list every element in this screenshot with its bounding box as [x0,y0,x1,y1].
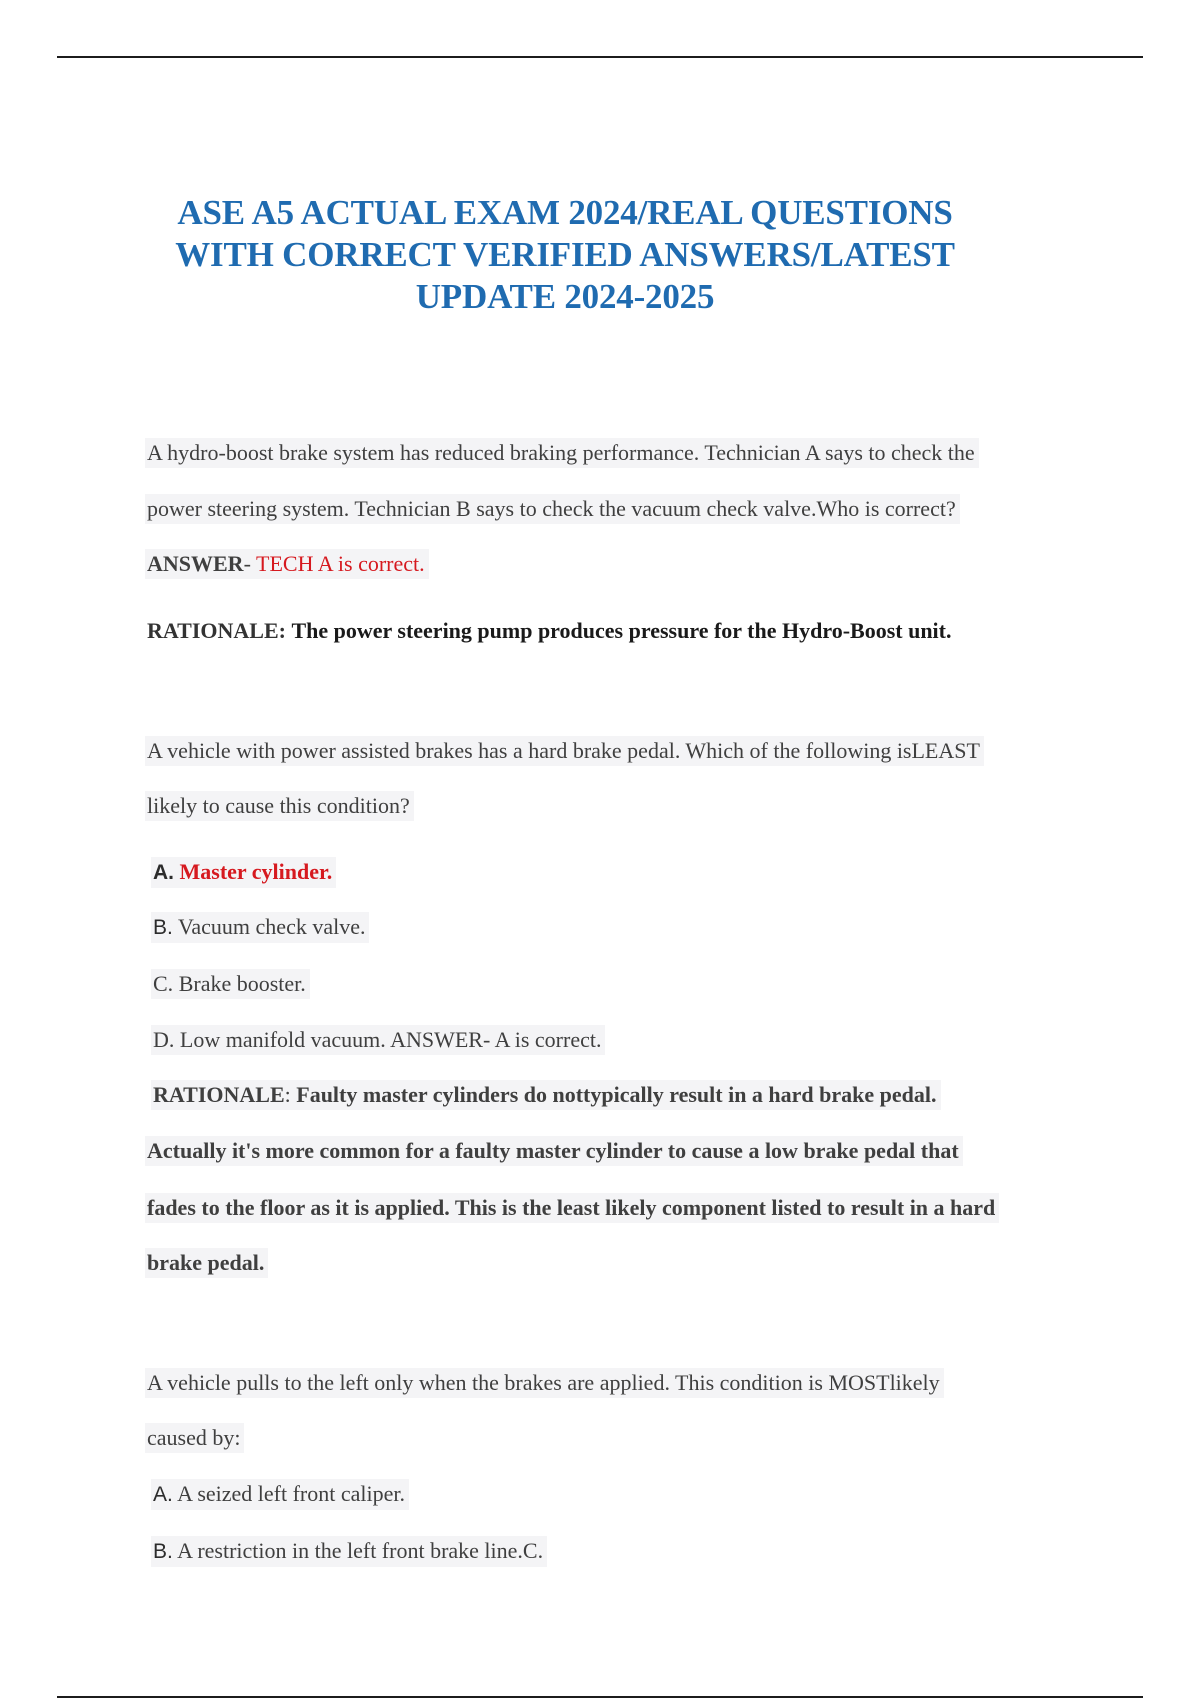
q2-question-line-1: A vehicle with power assisted brakes has a hard brake pedal. Which of the following isLEAST [145,736,984,766]
bottom-rule [57,1696,1143,1698]
q1-question-line-2: power steering system. Technician B says to check the vacuum check valve.Who is correct? [145,494,960,524]
q2-option-c-letter: C. [153,971,174,996]
document-title [150,192,980,318]
q1-rationale-label: RATIONALE: [147,618,286,643]
q3-option-a-text: A seized left front caliper. [177,1481,405,1506]
q3-option-b [151,1536,547,1567]
q2-option-c-text: Brake booster. [178,971,306,996]
q2-rationale-line-2: Actually it's more common for a faulty master cylinder to cause a low brake pedal that [145,1136,963,1166]
top-rule [57,56,1143,58]
q2-option-b-text: Vacuum check valve. [177,914,366,939]
q1-answer-label: ANSWER [147,551,244,576]
q3-option-b-text: A restriction in the left front brake line.C. [177,1538,544,1563]
q2-option-d-letter: D. [153,1027,175,1052]
q2-question-line-2: likely to cause this condition? [145,791,414,821]
q3-option-a-letter: A. [153,1483,173,1506]
q1-answer-text: TECH A is correct. [256,551,425,576]
title-line-1: ASE A5 ACTUAL EXAM 2024/REAL QUESTIONS [177,193,953,232]
q3-option-b-letter: B. [153,1540,173,1563]
q2-rationale-sep: : [284,1082,297,1107]
q2-rationale-line-4: brake pedal. [145,1248,268,1278]
q1-answer [145,549,429,579]
q2-option-b [151,912,369,943]
q3-question-line-1: A vehicle pulls to the left only when the brakes are applied. This condition is MOSTlikely [145,1368,944,1398]
q1-answer-sep: - [243,551,257,576]
q2-rationale-first: Faulty master cylinders do nottypically result in a hard brake pedal. [296,1082,937,1107]
title-line-3: UPDATE 2024-2025 [415,277,715,316]
q2-rationale-label: RATIONALE [153,1082,285,1107]
q1-rationale [145,616,956,646]
q3-option-a [151,1479,409,1510]
q2-option-c [151,969,310,999]
q3-question-line-2: caused by: [145,1423,244,1453]
title-line-2: WITH CORRECT VERIFIED ANSWERS/LATEST [175,235,955,274]
q2-option-d-text: Low manifold vacuum. ANSWER- A is correct. [179,1027,602,1052]
q2-rationale-line-3: fades to the floor as it is applied. This is the least likely component listed to result in a hard [145,1193,999,1223]
q1-rationale-text: The power steering pump produces pressure for the Hydro-Boost unit. [291,618,952,643]
q2-rationale-line-1 [151,1080,941,1110]
q2-option-d [151,1025,605,1055]
q2-option-a [151,857,336,888]
q1-question-line-1: A hydro-boost brake system has reduced braking performance. Technician A says to check the [145,438,979,468]
q2-option-a-text: Master cylinder. [179,859,333,884]
q2-option-a-letter: A. [153,861,174,884]
q2-option-b-letter: B. [153,916,173,939]
